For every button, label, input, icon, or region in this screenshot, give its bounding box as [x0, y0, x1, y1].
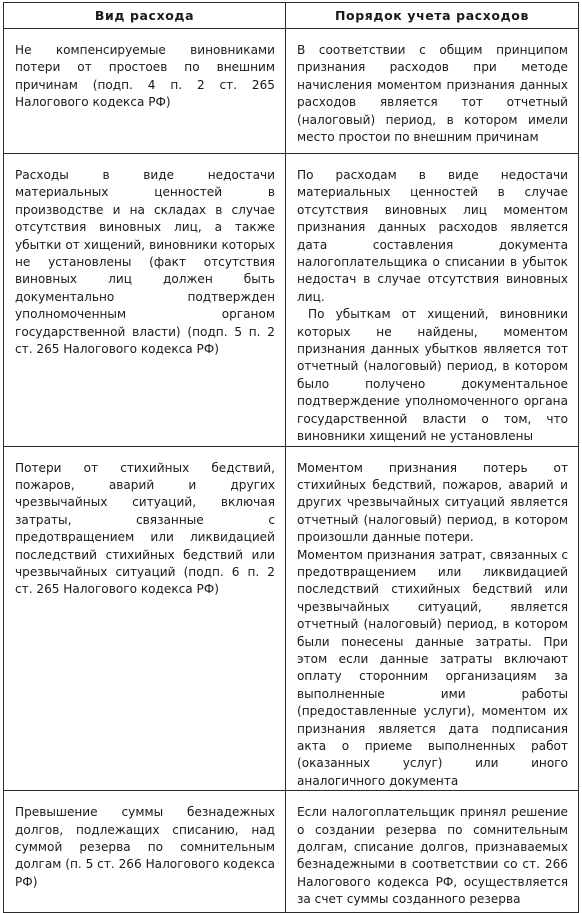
- expense-table: [3, 2, 579, 913]
- expense-type-text: Не компенсируемые виновниками потери от простоев по внешним причинам (подп. 4 п. 2 ст. 265 Налогового кодекса РФ): [15, 43, 275, 110]
- table-row: [4, 791, 579, 913]
- expense-type-text: Расходы в виде недостачи материальных ценностей в производстве и на складах в случае отсутствия виновных лиц, а также убытки от хищений, виновники которых не установлены (факт отсутствия виновных лиц должен быть документально подтвержден уполномоченным органом государственной власти) (подп. 5 п. 2 ст. 265 Налогового кодекса РФ): [15, 168, 275, 357]
- table-row: [4, 446, 579, 791]
- accounting-order-cell: [286, 154, 579, 447]
- accounting-order-cell: [286, 791, 579, 913]
- header-accounting-order: Порядок учета расходов: [286, 3, 579, 29]
- table-row: [4, 154, 579, 447]
- accounting-order-text: Моментом признания потерь от стихийных бедствий, пожаров, аварий и других чрезвычайных ситуаций является отчетный (налоговый) период, в котором произошли данные потери.: [297, 460, 568, 545]
- accounting-order-cell: [286, 29, 579, 154]
- expense-type-cell: [4, 154, 286, 447]
- table-row: [4, 29, 579, 154]
- expense-type-cell: [4, 29, 286, 154]
- accounting-order-text: По расходам в виде недостачи материальных ценностей в случае отсутствия виновных лиц моментом признания данных расходов является дата составления документа налогоплательщика о списании в убыток недостач в случае отсутствия виновных лиц.: [297, 168, 568, 304]
- expense-type-cell: [4, 446, 286, 791]
- table-header-row: [4, 3, 579, 29]
- accounting-order-text: По убыткам от хищений, виновники которых не найдены, моментом признания данных убытков является тот отчетный (налоговый) период, в котором было получено документальное подтверждение уполномоченного органа государственной власти о том, что виновники хищений не установлены: [297, 307, 568, 444]
- accounting-order-text: Если налогоплательщик принял решение о создании резерва по сомнительным долгам, списание долгов, признаваемых безнадежными в соответствии со ст. 266 Налогового кодекса РФ, осуществляется за счет суммы созданного резерва: [297, 805, 568, 907]
- accounting-order-text: Моментом признания затрат, связанных с предотвращением или ликвидацией последствий стихийных бедствий или чрезвычайных ситуаций, является отчетный (налоговый) период, в котором были понесены данные затраты. При этом если данные затраты включают оплату сторонним организациям за выполненные ими работы (предоставленные услуги), моментом их признания является дата подписания акта о приеме выполненных работ (оказанных услуг) или иного аналогичного документа: [297, 547, 568, 788]
- expense-type-text: Потери от стихийных бедствий, пожаров, аварий и других чрезвычайных ситуаций, включая затраты, связанные с предотвращением или ликвидацией последствий стихийных бедствий или чрезвычайных ситуаций (подп. 6 п. 2 ст. 265 Налогового кодекса РФ): [15, 460, 275, 597]
- expense-type-cell: [4, 791, 286, 913]
- accounting-order-cell: [286, 446, 579, 791]
- accounting-order-text: В соответствии с общим принципом признания расходов при методе начисления моментом признания данных расходов является тот отчетный (налоговый) период, в котором имели место простои по внешним причинам: [297, 43, 568, 145]
- expense-type-text: Превышение суммы безнадежных долгов, подлежащих списанию, над суммой резерва по сомнительным долгам (п. 5 ст. 266 Налогового кодекса РФ): [15, 805, 275, 889]
- header-expense-type: Вид расхода: [4, 3, 286, 29]
